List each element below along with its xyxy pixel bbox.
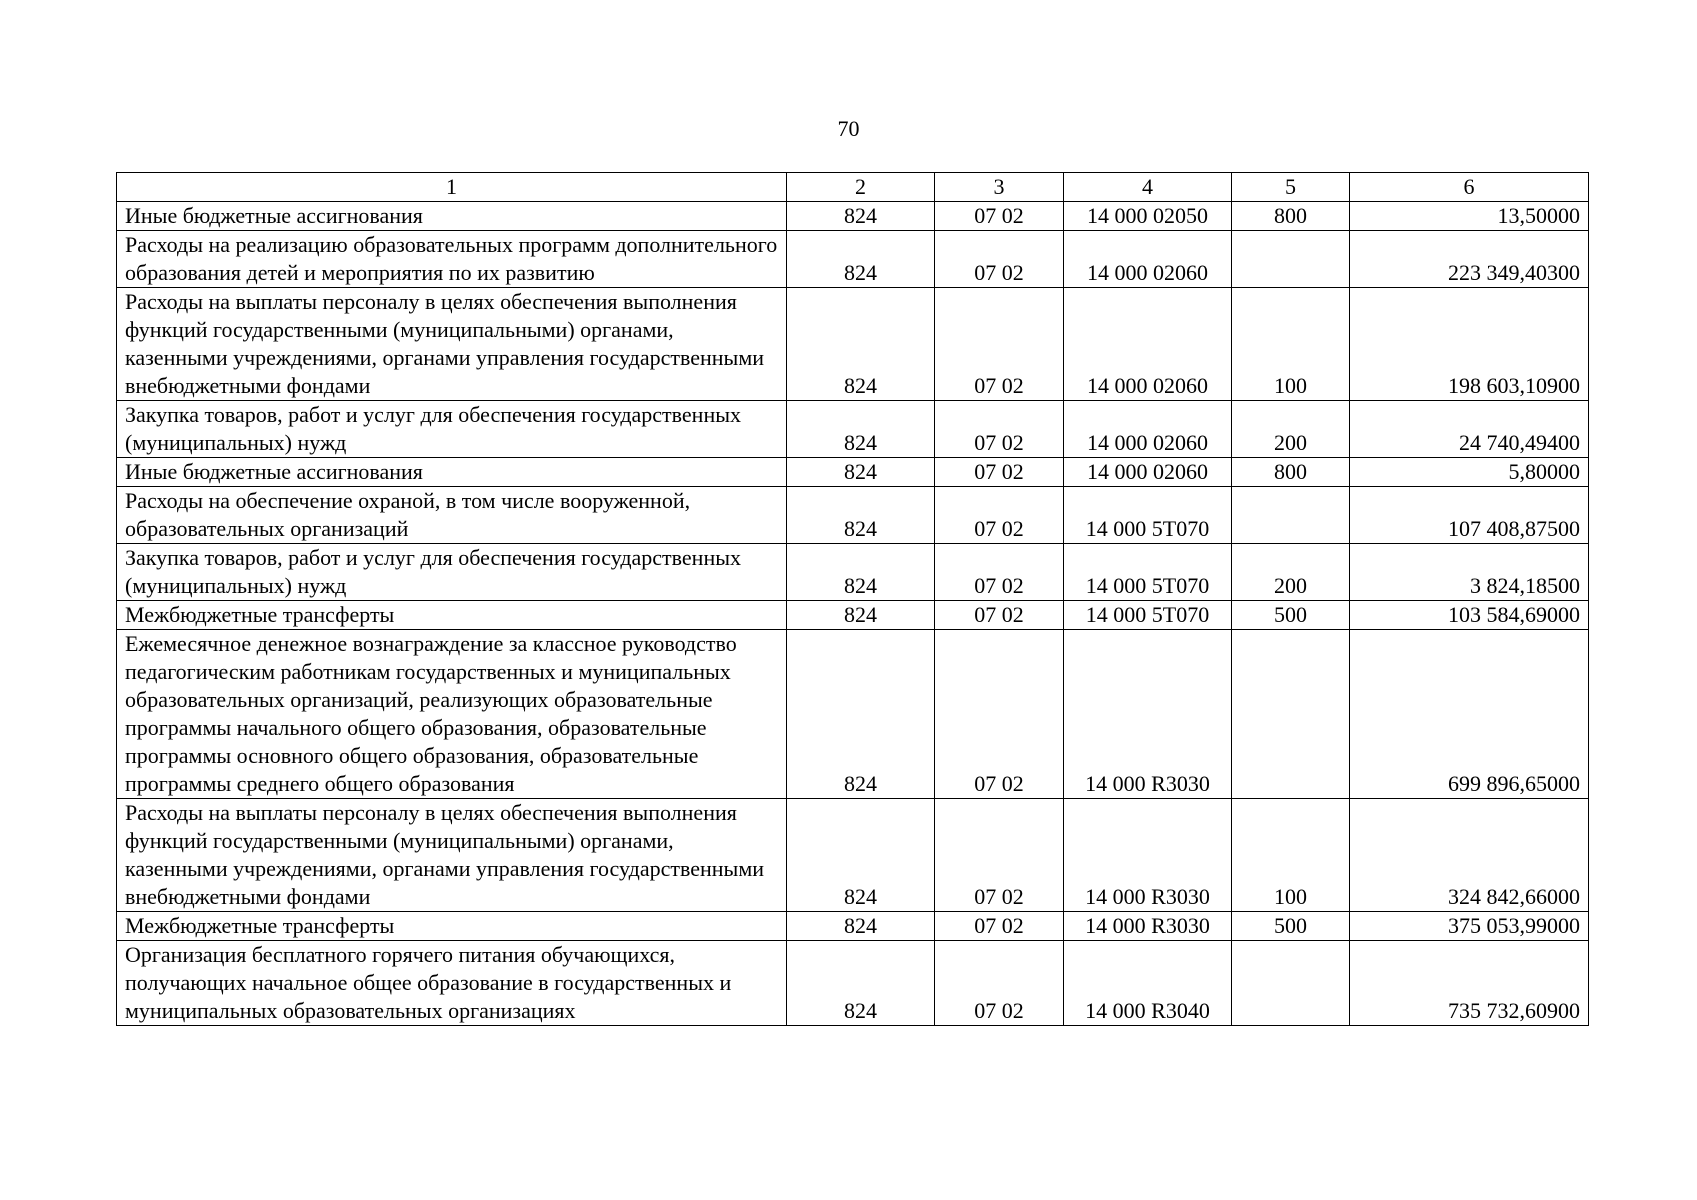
- row-ministry-code: 824: [787, 544, 935, 601]
- row-ministry-code: 824: [787, 601, 935, 630]
- row-ministry-code: 824: [787, 487, 935, 544]
- row-ministry-code: 824: [787, 458, 935, 487]
- header-row: [117, 173, 1589, 202]
- table-row: [117, 544, 1589, 601]
- table-header: [117, 173, 1589, 202]
- table-row: [117, 912, 1589, 941]
- row-ministry-code: 824: [787, 941, 935, 1026]
- row-amount: 223 349,40300: [1350, 231, 1589, 288]
- row-section-code: 07 02: [935, 799, 1064, 912]
- page-number: 70: [837, 116, 860, 141]
- row-target-article: 14 000 02060: [1064, 458, 1232, 487]
- table-row: [117, 941, 1589, 1026]
- row-description: Расходы на выплаты персоналу в целях обеспечения выполнения функций государственными (муниципальными) органами, казенными учреждениями, органами управления государственными внебюджетными фондами: [117, 288, 787, 401]
- row-ministry-code: 824: [787, 202, 935, 231]
- row-section-code: 07 02: [935, 912, 1064, 941]
- row-ministry-code: 824: [787, 799, 935, 912]
- row-expense-type: 500: [1232, 912, 1350, 941]
- row-section-code: 07 02: [935, 630, 1064, 799]
- table-row: [117, 288, 1589, 401]
- column-header: 1: [117, 173, 787, 202]
- row-expense-type: [1232, 487, 1350, 544]
- table-row: [117, 799, 1589, 912]
- budget-table: [116, 172, 1589, 1026]
- row-expense-type: [1232, 231, 1350, 288]
- row-target-article: 14 000 02060: [1064, 288, 1232, 401]
- row-section-code: 07 02: [935, 401, 1064, 458]
- row-section-code: 07 02: [935, 487, 1064, 544]
- row-target-article: 14 000 02060: [1064, 401, 1232, 458]
- column-header: 6: [1350, 173, 1589, 202]
- table-row: [117, 601, 1589, 630]
- row-expense-type: 800: [1232, 202, 1350, 231]
- column-header: 4: [1064, 173, 1232, 202]
- table-row: [117, 630, 1589, 799]
- table-row: [117, 231, 1589, 288]
- row-description: Иные бюджетные ассигнования: [117, 202, 787, 231]
- row-target-article: 14 000 5Т070: [1064, 487, 1232, 544]
- row-description: Иные бюджетные ассигнования: [117, 458, 787, 487]
- table-row: [117, 401, 1589, 458]
- row-description: Межбюджетные трансферты: [117, 601, 787, 630]
- row-description: Расходы на обеспечение охраной, в том числе вооруженной, образовательных организаций: [117, 487, 787, 544]
- row-amount: 103 584,69000: [1350, 601, 1589, 630]
- row-expense-type: 200: [1232, 544, 1350, 601]
- row-target-article: 14 000 02060: [1064, 231, 1232, 288]
- row-description: Межбюджетные трансферты: [117, 912, 787, 941]
- row-amount: 24 740,49400: [1350, 401, 1589, 458]
- row-section-code: 07 02: [935, 544, 1064, 601]
- row-amount: 107 408,87500: [1350, 487, 1589, 544]
- row-amount: 5,80000: [1350, 458, 1589, 487]
- row-expense-type: 100: [1232, 799, 1350, 912]
- row-amount: 375 053,99000: [1350, 912, 1589, 941]
- row-amount: 735 732,60900: [1350, 941, 1589, 1026]
- row-ministry-code: 824: [787, 912, 935, 941]
- row-ministry-code: 824: [787, 401, 935, 458]
- row-amount: 324 842,66000: [1350, 799, 1589, 912]
- column-header: 3: [935, 173, 1064, 202]
- row-target-article: 14 000 R3030: [1064, 799, 1232, 912]
- row-target-article: 14 000 R3030: [1064, 912, 1232, 941]
- row-target-article: 14 000 R3040: [1064, 941, 1232, 1026]
- row-section-code: 07 02: [935, 202, 1064, 231]
- row-description: Организация бесплатного горячего питания обучающихся, получающих начальное общее образование в государственных и муниципальных образовательных организациях: [117, 941, 787, 1026]
- table-body: [117, 202, 1589, 1026]
- row-amount: 699 896,65000: [1350, 630, 1589, 799]
- row-section-code: 07 02: [935, 458, 1064, 487]
- row-section-code: 07 02: [935, 601, 1064, 630]
- row-expense-type: [1232, 630, 1350, 799]
- table-row: [117, 487, 1589, 544]
- row-target-article: 14 000 R3030: [1064, 630, 1232, 799]
- row-target-article: 14 000 5Т070: [1064, 601, 1232, 630]
- column-header: 2: [787, 173, 935, 202]
- row-expense-type: 100: [1232, 288, 1350, 401]
- row-description: Ежемесячное денежное вознаграждение за классное руководство педагогическим работникам государственных и муниципальных образовательных организаций, реализующих образовательные программы начального общего образования, образовательные программы основного общего образования, образовательные программы среднего общего образования: [117, 630, 787, 799]
- table-row: [117, 458, 1589, 487]
- table-row: [117, 202, 1589, 231]
- row-ministry-code: 824: [787, 231, 935, 288]
- row-description: Расходы на реализацию образовательных программ дополнительного образования детей и мероприятия по их развитию: [117, 231, 787, 288]
- row-target-article: 14 000 5Т070: [1064, 544, 1232, 601]
- row-description: Расходы на выплаты персоналу в целях обеспечения выполнения функций государственными (муниципальными) органами, казенными учреждениями, органами управления государственными внебюджетными фондами: [117, 799, 787, 912]
- row-target-article: 14 000 02050: [1064, 202, 1232, 231]
- row-section-code: 07 02: [935, 941, 1064, 1026]
- row-amount: 198 603,10900: [1350, 288, 1589, 401]
- row-amount: 3 824,18500: [1350, 544, 1589, 601]
- row-description: Закупка товаров, работ и услуг для обеспечения государственных (муниципальных) нужд: [117, 544, 787, 601]
- row-amount: 13,50000: [1350, 202, 1589, 231]
- row-expense-type: 500: [1232, 601, 1350, 630]
- row-ministry-code: 824: [787, 288, 935, 401]
- row-section-code: 07 02: [935, 288, 1064, 401]
- row-ministry-code: 824: [787, 630, 935, 799]
- row-description: Закупка товаров, работ и услуг для обеспечения государственных (муниципальных) нужд: [117, 401, 787, 458]
- row-expense-type: 800: [1232, 458, 1350, 487]
- column-header: 5: [1232, 173, 1350, 202]
- row-expense-type: 200: [1232, 401, 1350, 458]
- row-expense-type: [1232, 941, 1350, 1026]
- row-section-code: 07 02: [935, 231, 1064, 288]
